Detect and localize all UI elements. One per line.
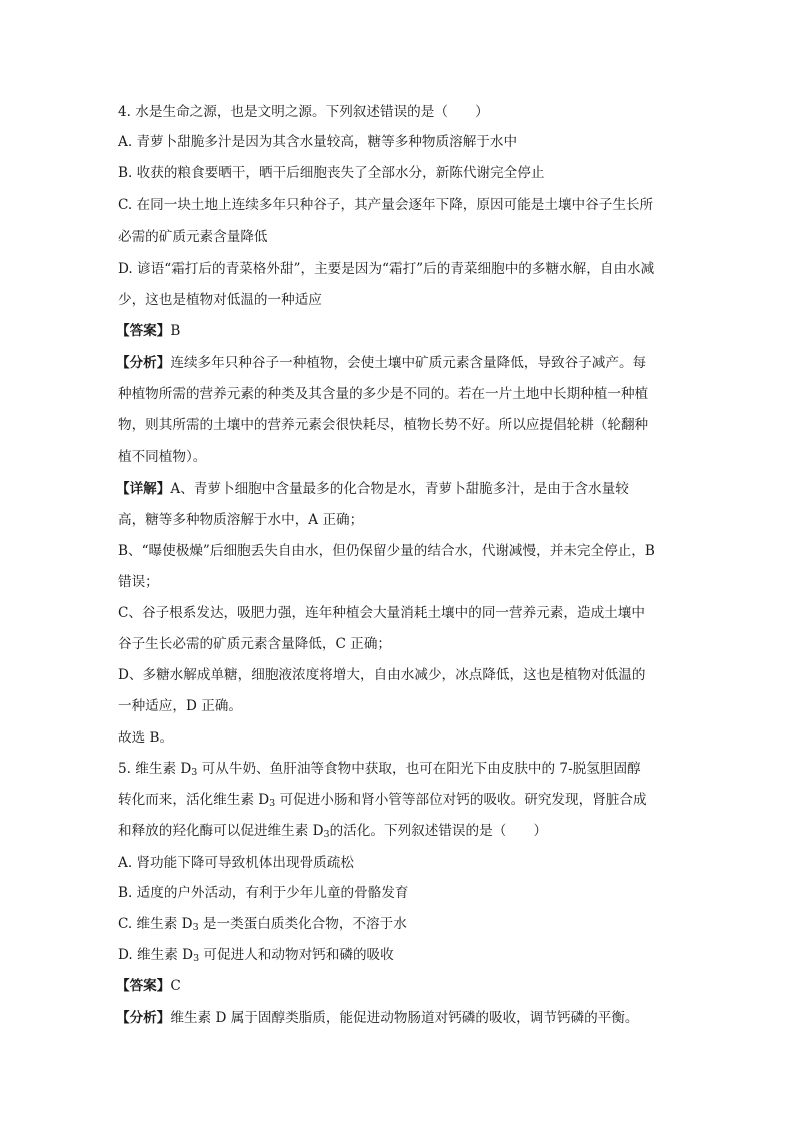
subscript-3: 3 <box>193 953 200 964</box>
q5-option-a: A. 肾功能下降可导致机体出现骨质疏松 <box>118 855 354 871</box>
q5-option-c <box>118 915 407 933</box>
q4-option-a: A. 青萝卜甜脆多汁是因为其含水量较高，糖等多种物质溶解于水中 <box>118 134 518 150</box>
answer-value: B <box>170 323 181 339</box>
analysis-text: 维生素 D 属于固醇类脂质，能促进动物肠道对钙磷的吸收，调节钙磷的平衡。 <box>170 1010 639 1026</box>
q5-option-b: B. 适度的户外活动，有利于少年儿童的骨骼发育 <box>118 885 409 901</box>
q5-stem-line3 <box>118 822 547 840</box>
q5-answer <box>116 977 181 995</box>
q4-detail-line4: 错误； <box>118 574 159 590</box>
q4-detail-line7: D、多糖水解成单糖，细胞液浓度将增大，自由水减少，冰点降低，这也是植物对低温的 <box>118 667 646 683</box>
q5-stem-text: 可从牛奶、鱼肝油等食物中获取，也可在阳光下由皮肤中的 7-脱氢胆固醇 <box>197 761 641 777</box>
q4-detail-line8: 一种适应，D 正确。 <box>118 698 242 714</box>
q4-analysis-line1 <box>116 354 646 372</box>
analysis-text: 连续多年只种谷子一种植物，会使土壤中矿质元素含量降低，导致谷子减产。每 <box>170 355 647 371</box>
q5-stem-text: 和释放的羟化酶可以促进维生素 D <box>118 823 324 839</box>
q5-option-text: C. 维生素 D <box>118 916 193 932</box>
q5-option-d <box>118 946 394 964</box>
detail-tag: 【详解】 <box>116 481 171 497</box>
q5-analysis-line1 <box>116 1009 639 1027</box>
subscript-3: 3 <box>269 798 276 809</box>
q5-stem-line1 <box>118 760 641 778</box>
q5-option-text: 是一类蛋白质类化合物，不溶于水 <box>198 916 407 932</box>
detail-text: A、青萝卜细胞中含量最多的化合物是水，青萝卜甜脆多汁，是由于含水量较 <box>170 481 629 497</box>
q4-conclusion: 故选 B。 <box>118 730 174 746</box>
q4-analysis-line3: 物，则其所需的土壤中的营养元素会很快耗尽，植物长势不好。所以应提倡轮耕（轮翻种 <box>118 417 649 433</box>
q5-option-text: 可促进人和动物对钙和磷的吸收 <box>199 947 394 963</box>
q5-option-text: D. 维生素 D <box>118 947 194 963</box>
q4-detail-line2: 高，糖等多种物质溶解于水中，A 正确； <box>118 512 364 528</box>
q4-detail-line1 <box>116 480 629 498</box>
answer-value: C <box>170 978 181 994</box>
answer-tag: 【答案】 <box>116 323 171 339</box>
q4-detail-line6: 谷子生长必需的矿质元素含量降低，C 正确； <box>118 636 392 652</box>
q5-stem-text: 转化而来，活化维生素 D <box>118 792 270 808</box>
subscript-3: 3 <box>323 829 330 840</box>
q4-option-c-line2: 必需的矿质元素含量降低 <box>118 229 268 245</box>
q4-stem: 4. 水是生命之源，也是文明之源。下列叙述错误的是（ ） <box>118 104 489 120</box>
q5-stem-text: 可促进小肠和肾小管等部位对钙的吸收。研究发现，肾脏合成 <box>275 792 647 808</box>
q4-detail-line5: C、谷子根系发达，吸肥力强，连年种植会大量消耗土壤中的同一营养元素，造成土壤中 <box>118 605 645 621</box>
analysis-tag: 【分析】 <box>116 355 171 371</box>
q4-option-c-line1: C. 在同一块土地上连续多年只种谷子，其产量会逐年下降，原因可能是土壤中谷子生长所 <box>118 197 654 213</box>
analysis-tag: 【分析】 <box>116 1010 171 1026</box>
q4-analysis-line2: 种植物所需的营养元素的种类及其含量的多少是不同的。若在一片土地中长期种植一种植 <box>118 386 649 402</box>
subscript-3: 3 <box>192 922 199 933</box>
q4-detail-line3: B、“曝使极燥”后细胞丢失自由水，但仍保留少量的结合水，代谢减慢，并未完全停止，B <box>118 543 655 559</box>
q4-option-d-line1: D. 谚语“霜打后的青菜格外甜”，主要是因为“霜打”后的青菜细胞中的多糖水解，自由水减 <box>118 261 655 277</box>
q5-stem-text: 5. 维生素 D <box>118 761 192 777</box>
q4-option-b: B. 收获的粮食要晒干，晒干后细胞丧失了全部水分，新陈代谢完全停止 <box>118 165 545 181</box>
q4-analysis-line4: 植不同植物）。 <box>118 449 207 465</box>
q5-stem-text: 的活化。下列叙述错误的是（ ） <box>329 823 548 839</box>
answer-tag: 【答案】 <box>116 978 171 994</box>
q4-option-d-line2: 少，这也是植物对低温的一种适应 <box>118 292 322 308</box>
q4-answer <box>116 322 180 340</box>
subscript-3: 3 <box>191 767 198 778</box>
q5-stem-line2 <box>118 791 647 809</box>
